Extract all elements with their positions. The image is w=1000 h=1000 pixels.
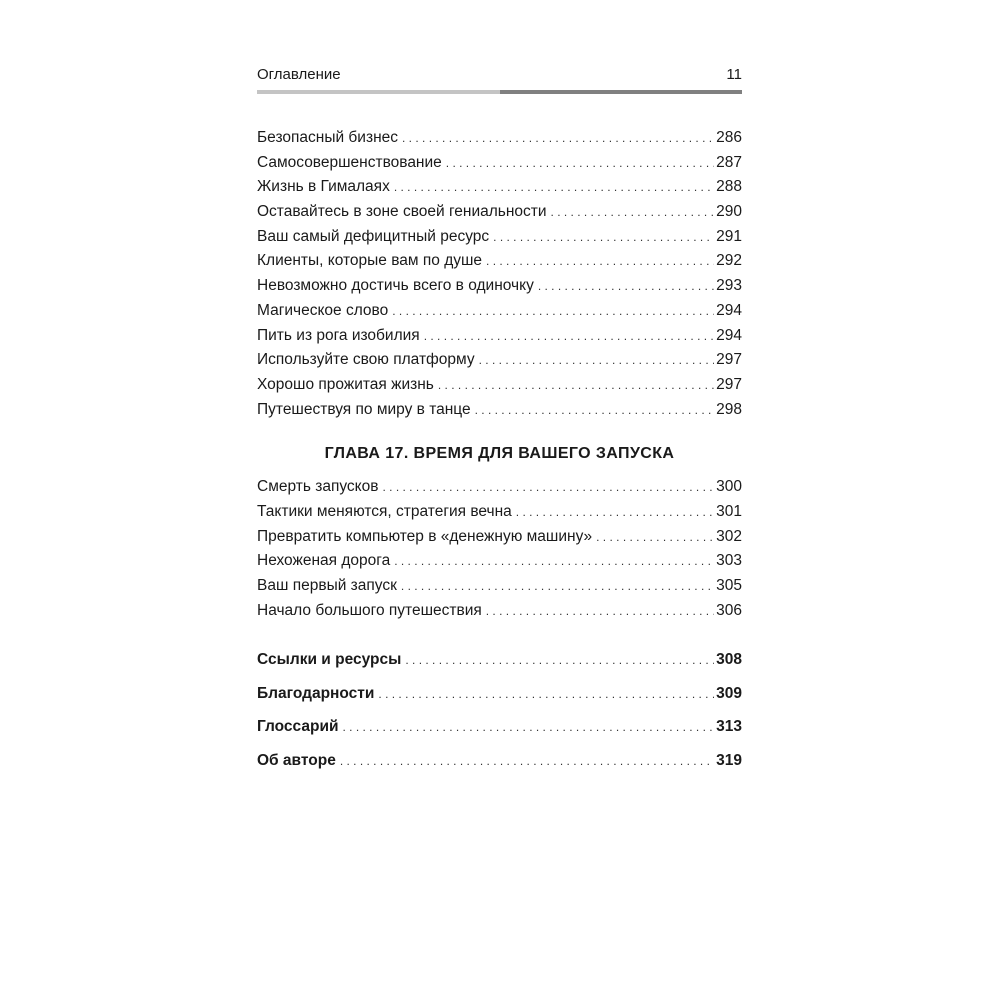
toc-entry-page: 290 — [716, 203, 742, 221]
toc-entry-page: 297 — [716, 351, 742, 369]
toc-entry-page: 309 — [716, 684, 742, 702]
toc-list-chapter-17 — [257, 475, 742, 623]
toc-entry-title: Глоссарий — [257, 718, 339, 736]
toc-entry-title: Оставайтесь в зоне своей гениальности — [257, 203, 547, 221]
toc-entry-page: 305 — [716, 577, 742, 594]
leader-dots — [394, 549, 714, 574]
toc-entry — [257, 225, 742, 250]
leader-dots — [486, 599, 714, 624]
chapter-heading: ГЛАВА 17. ВРЕМЯ ДЛЯ ВАШЕГО ЗАПУСКА — [324, 445, 675, 463]
leader-dots — [479, 348, 714, 373]
toc-entry — [257, 200, 742, 225]
leader-dots — [493, 225, 714, 250]
toc-entry-title: Ваш самый дефицитный ресурс — [257, 227, 490, 245]
leader-dots — [383, 475, 715, 500]
toc-entry-bold — [257, 677, 742, 711]
toc-entry-page: 300 — [716, 478, 742, 496]
leader-dots — [394, 175, 714, 200]
toc-entry — [257, 299, 742, 324]
toc-entry-title: Используйте свою платформу — [257, 351, 475, 369]
leader-dots — [402, 126, 714, 151]
toc-entry — [257, 500, 742, 525]
toc-list-back-matter — [257, 643, 742, 777]
leader-dots — [538, 274, 714, 299]
toc-entry-title: Об авторе — [257, 751, 336, 769]
book-page — [257, 64, 742, 777]
running-header — [257, 64, 742, 86]
toc-entry-title: Превратить компьютер в «денежную машину» — [257, 527, 593, 545]
toc-entry-title: Начало большого путешествия — [257, 601, 482, 619]
toc-entry-title: Жизнь в Гималаях — [257, 178, 390, 196]
toc-entry — [257, 274, 742, 299]
toc-entry-title: Нехоженая дорога — [257, 552, 391, 570]
leader-dots — [486, 249, 714, 274]
toc-entry-page: 288 — [716, 178, 742, 196]
toc-entry — [257, 549, 742, 574]
toc-entry-title: Невозможно достичь всего в одиночку — [257, 277, 534, 295]
header-rule-dark — [500, 90, 743, 94]
toc-entry-title: Ссылки и ресурсы — [257, 651, 402, 669]
leader-dots — [551, 200, 715, 225]
toc-entry-page: 298 — [716, 400, 742, 418]
toc-entry — [257, 373, 742, 398]
toc-entry-page: 303 — [716, 552, 742, 570]
toc-entry — [257, 249, 742, 274]
toc-entry-title: Хорошо прожитая жизнь — [257, 375, 434, 393]
toc-entry-page: 294 — [716, 301, 742, 319]
toc-entry — [257, 574, 742, 599]
toc-entry-title: Путешествуя по миру в танце — [257, 400, 471, 418]
toc-entry-page: 302 — [716, 527, 742, 545]
toc-list-chapter-16 — [257, 126, 742, 422]
toc-entry-page: 287 — [716, 153, 742, 171]
toc-entry-page: 292 — [716, 252, 742, 270]
toc-entry — [257, 599, 742, 624]
leader-dots — [424, 324, 714, 349]
toc-entry-page: 286 — [716, 129, 742, 146]
toc-entry — [257, 348, 742, 373]
toc-entry-title: Клиенты, которые вам по душе — [257, 252, 483, 270]
toc-entry-title: Смерть запусков — [257, 478, 379, 496]
toc-entry-page: 297 — [716, 375, 742, 393]
toc-entry — [257, 324, 742, 349]
toc-entry-title: Магическое слово — [257, 301, 389, 319]
toc-entry-title: Пить из рога изобилия — [257, 326, 420, 344]
toc-entry — [257, 175, 742, 200]
toc-entry — [257, 398, 742, 423]
toc-entry-page: 319 — [716, 751, 742, 769]
leader-dots — [340, 744, 714, 779]
toc-entry-title: Благодарности — [257, 684, 375, 702]
toc-entry-page: 308 — [716, 651, 742, 669]
leader-dots — [475, 398, 715, 423]
toc-entry-title: Ваш первый запуск — [257, 577, 397, 594]
toc-entry-title: Безопасный бизнес — [257, 129, 399, 146]
toc-entry-page: 291 — [716, 227, 742, 245]
toc-entry-bold — [257, 710, 742, 744]
leader-dots — [392, 299, 714, 324]
header-rule-light — [257, 90, 500, 94]
header-rule — [257, 90, 742, 94]
toc-entry-bold — [257, 744, 742, 778]
leader-dots — [378, 677, 714, 712]
leader-dots — [446, 151, 714, 176]
toc-entry-page: 301 — [716, 502, 742, 520]
leader-dots — [401, 574, 714, 599]
leader-dots — [516, 500, 714, 525]
toc-entry — [257, 151, 742, 176]
toc-entry-page: 294 — [716, 326, 742, 344]
toc-entry-title: Самосовершенствование — [257, 153, 442, 171]
leader-dots — [596, 525, 714, 550]
toc-entry — [257, 525, 742, 550]
leader-dots — [438, 373, 714, 398]
toc-entry-page: 306 — [716, 601, 742, 619]
section-title: Оглавление — [257, 66, 341, 83]
page-number: 11 — [726, 66, 742, 83]
leader-dots — [343, 710, 715, 745]
toc-entry-page: 313 — [716, 718, 742, 736]
toc-entry — [257, 126, 742, 151]
toc-entry-title: Тактики меняются, стратегия вечна — [257, 502, 512, 520]
toc-entry-bold — [257, 643, 742, 677]
toc-entry-page: 293 — [716, 277, 742, 295]
toc-entry — [257, 475, 742, 500]
leader-dots — [405, 643, 714, 678]
